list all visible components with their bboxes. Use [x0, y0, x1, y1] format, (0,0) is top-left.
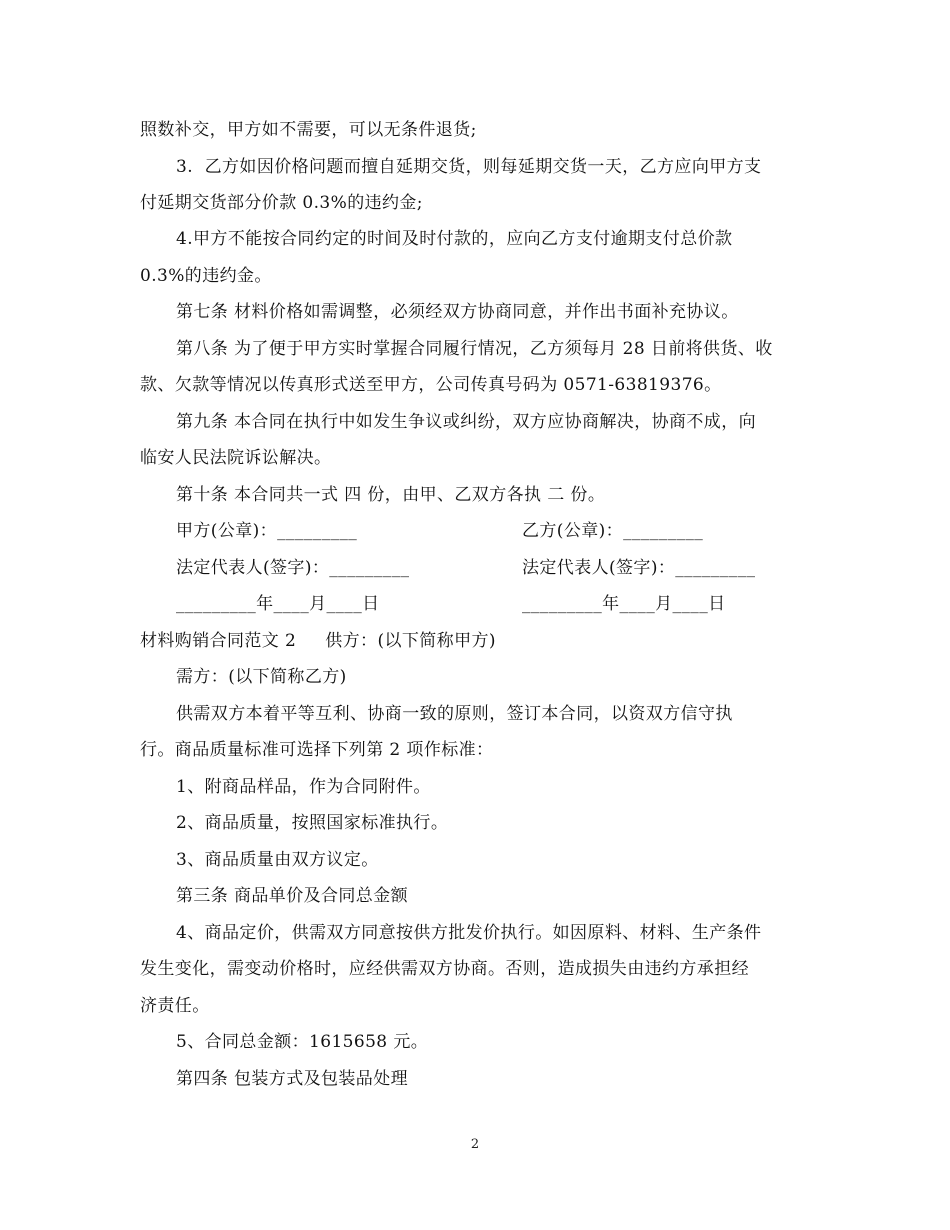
text-line: 0.3%的违约金。 [140, 266, 272, 286]
text-line: 3. 乙方如因价格问题而擅自延期交货，则每延期交货一天，乙方应向甲方支 [176, 157, 762, 177]
text-line: 发生变化，需变动价格时，应经供需双方协商。否则，造成损失由违约方承担经 [140, 959, 749, 979]
text-line: 第七条 材料价格如需调整，必须经双方协商同意，并作出书面补充协议。 [176, 302, 739, 322]
text-line: 临安人民法院诉讼解决。 [140, 448, 332, 468]
text-line: 3、商品质量由双方议定。 [176, 850, 379, 870]
party-b-representative: 法定代表人(签字)：_________ [522, 558, 756, 578]
text-line: 4.甲方不能按合同约定的时间及时付款的，应向乙方支付逾期支付总价款 [176, 229, 733, 249]
text-line: 第三条 商品单价及合同总金额 [176, 886, 409, 906]
text-line: 1、附商品样品，作为合同附件。 [176, 777, 431, 797]
party-b-seal: 乙方(公章)：_________ [522, 521, 704, 541]
text-line: 付延期交货部分价款 0.3%的违约金; [140, 193, 423, 213]
text-line: 第八条 为了便于甲方实时掌握合同履行情况，乙方须每月 28 日前将供货、收 [176, 339, 773, 359]
text-line: 行。商品质量标准可选择下列第 2 项作标准： [140, 740, 494, 760]
text-line: 供需双方本着平等互利、协商一致的原则，签订本合同，以资双方信守执 [176, 704, 733, 724]
page-number: 2 [470, 1137, 480, 1152]
party-a-representative: 法定代表人(签字)：_________ [176, 558, 410, 578]
text-line: 5、合同总金额：1615658 元。 [176, 1032, 429, 1052]
party-a-date: _________年____月____日 [176, 594, 380, 614]
party-a-seal: 甲方(公章)：_________ [176, 521, 358, 541]
text-line: 第四条 包装方式及包装品处理 [176, 1069, 409, 1089]
text-line: 照数补交，甲方如不需要，可以无条件退货; [140, 120, 477, 140]
text-line: 济责任。 [140, 996, 210, 1016]
text-line: 材料购销合同范文 2 供方：(以下简称甲方) [140, 631, 496, 651]
text-line: 第十条 本合同共一式 四 份，由甲、乙双方各执 二 份。 [176, 485, 606, 505]
text-line: 需方：(以下简称乙方) [176, 667, 347, 687]
text-line: 第九条 本合同在执行中如发生争议或纠纷，双方应协商解决，协商不成，向 [176, 412, 757, 432]
text-line: 款、欠款等情况以传真形式送至甲方，公司传真号码为 0571-63819376。 [140, 375, 722, 395]
text-line: 4、商品定价，供需双方同意按供方批发价执行。如因原料、材料、生产条件 [176, 923, 762, 943]
party-b-date: _________年____月____日 [522, 594, 726, 614]
text-line: 2、商品质量，按照国家标准执行。 [176, 813, 449, 833]
